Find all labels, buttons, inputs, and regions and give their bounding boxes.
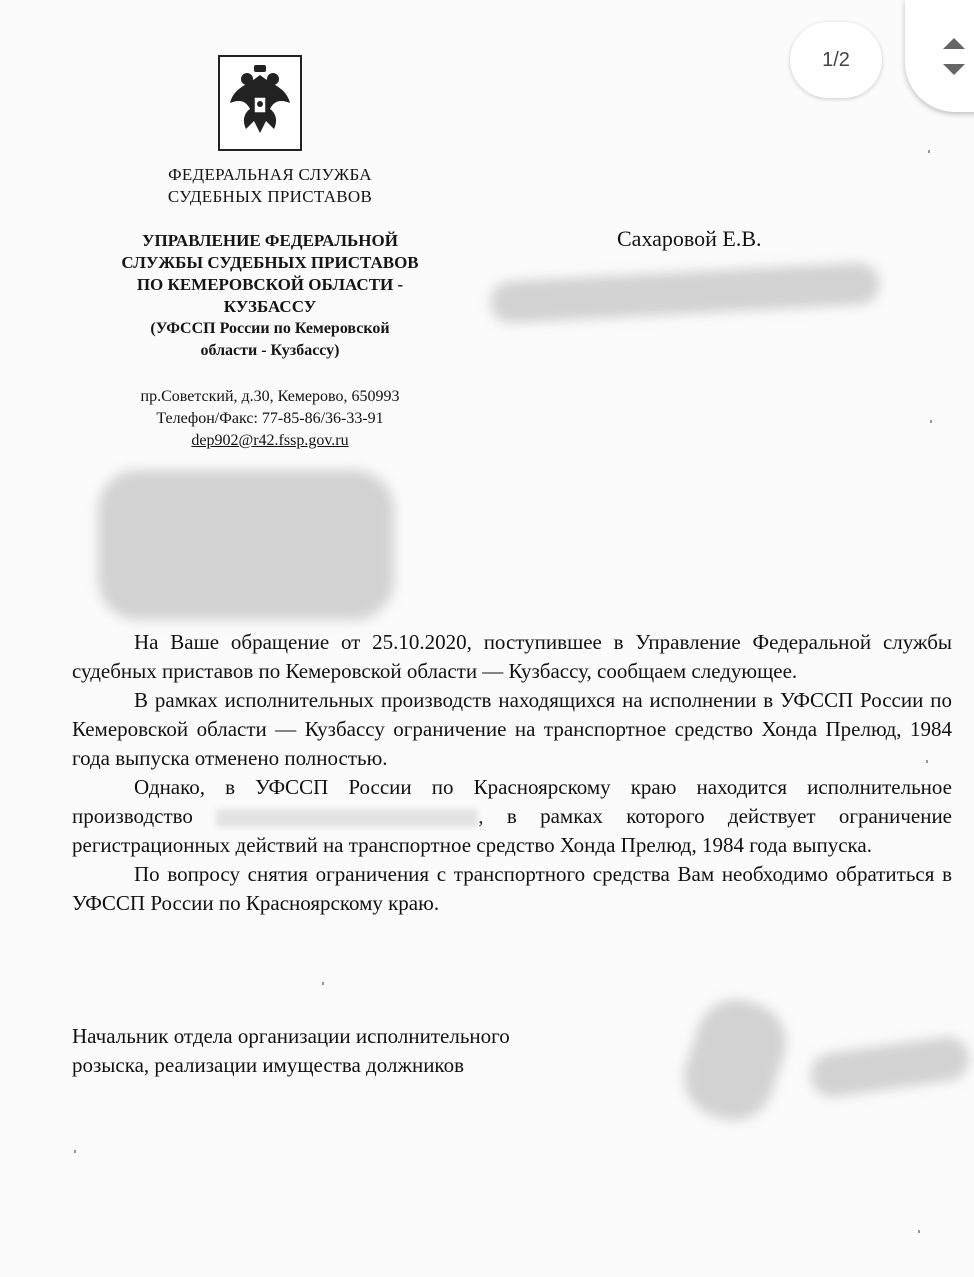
department-short-line: области - Кузбассу) (200, 342, 340, 359)
department-line: КУЗБАССУ (223, 297, 317, 316)
coat-of-arms-emblem (218, 55, 302, 151)
paragraph (72, 773, 952, 860)
agency-line: СУДЕБНЫХ ПРИСТАВОВ (167, 187, 373, 206)
double-headed-eagle-icon (220, 57, 300, 149)
contact-block (70, 386, 470, 452)
redacted-reference-block (98, 470, 394, 620)
paragraph: В рамках исполнительных производств находящихся на исполнении в УФССП России по Кемеровской области — Кузбассу ограничение на транспортное средство Хонда Прелюд, 1984 года выпуска отменено полностью. (72, 688, 952, 770)
signature-line: розыска, реализации имущества должников (72, 1053, 464, 1077)
signature-title (72, 1022, 510, 1080)
redacted-case-number (216, 809, 478, 827)
scan-speck (930, 420, 932, 423)
scan-speck (74, 1150, 76, 1153)
scan-speck (322, 982, 324, 985)
department-line: СЛУЖБЫ СУДЕБНЫХ ПРИСТАВОВ (121, 253, 419, 272)
postal-address: пр.Советский, д.30, Кемерово, 650993 (140, 388, 400, 405)
department-line: УПРАВЛЕНИЕ ФЕДЕРАЛЬНОЙ (142, 231, 398, 250)
agency-name (110, 164, 430, 208)
scan-speck (928, 150, 930, 153)
chevron-up-icon (943, 38, 965, 49)
redacted-signer-name (808, 1034, 973, 1100)
agency-line: ФЕДЕРАЛЬНАЯ СЛУЖБА (168, 165, 372, 184)
page-indicator-text: 1/2 (822, 48, 850, 71)
scan-speck (926, 760, 928, 763)
page-indicator (790, 22, 882, 98)
signature-line: Начальник отдела организации исполнительного (72, 1024, 510, 1048)
department-name (70, 230, 470, 362)
scan-speck (918, 1230, 920, 1233)
paragraph-part: Однако, в УФССП России по Красноярскому краю находится исполнительное производство (72, 775, 952, 828)
chevron-down-icon (943, 64, 965, 75)
phone-fax: Телефон/Факс: 77-85-86/36-33-91 (156, 410, 384, 427)
redacted-signature (674, 989, 797, 1131)
email-address: dep902@r42.fssp.gov.ru (191, 432, 349, 449)
paragraph: По вопросу снятия ограничения с транспортного средства Вам необходимо обратиться в УФССП России по Красноярскому краю. (72, 862, 952, 915)
recipient-name: Сахаровой Е.В. (617, 226, 762, 251)
redacted-recipient-address (489, 262, 881, 324)
department-short-line: (УФССП России по Кемеровской (150, 320, 390, 337)
paragraph-part: , в рамках которого действует ограничение регистрационных действий на транспортное средство Хонда Прелюд, 1984 года выпуска. (72, 804, 952, 857)
department-line: ПО КЕМЕРОВСКОЙ ОБЛАСТИ - (136, 275, 404, 294)
letter-body (72, 628, 952, 918)
paragraph: На Ваше обращение от 25.10.2020, поступившее в Управление Федеральной службы судебных приставов по Кемеровской области — Кузбассу, сообщаем следующее. (72, 630, 952, 683)
